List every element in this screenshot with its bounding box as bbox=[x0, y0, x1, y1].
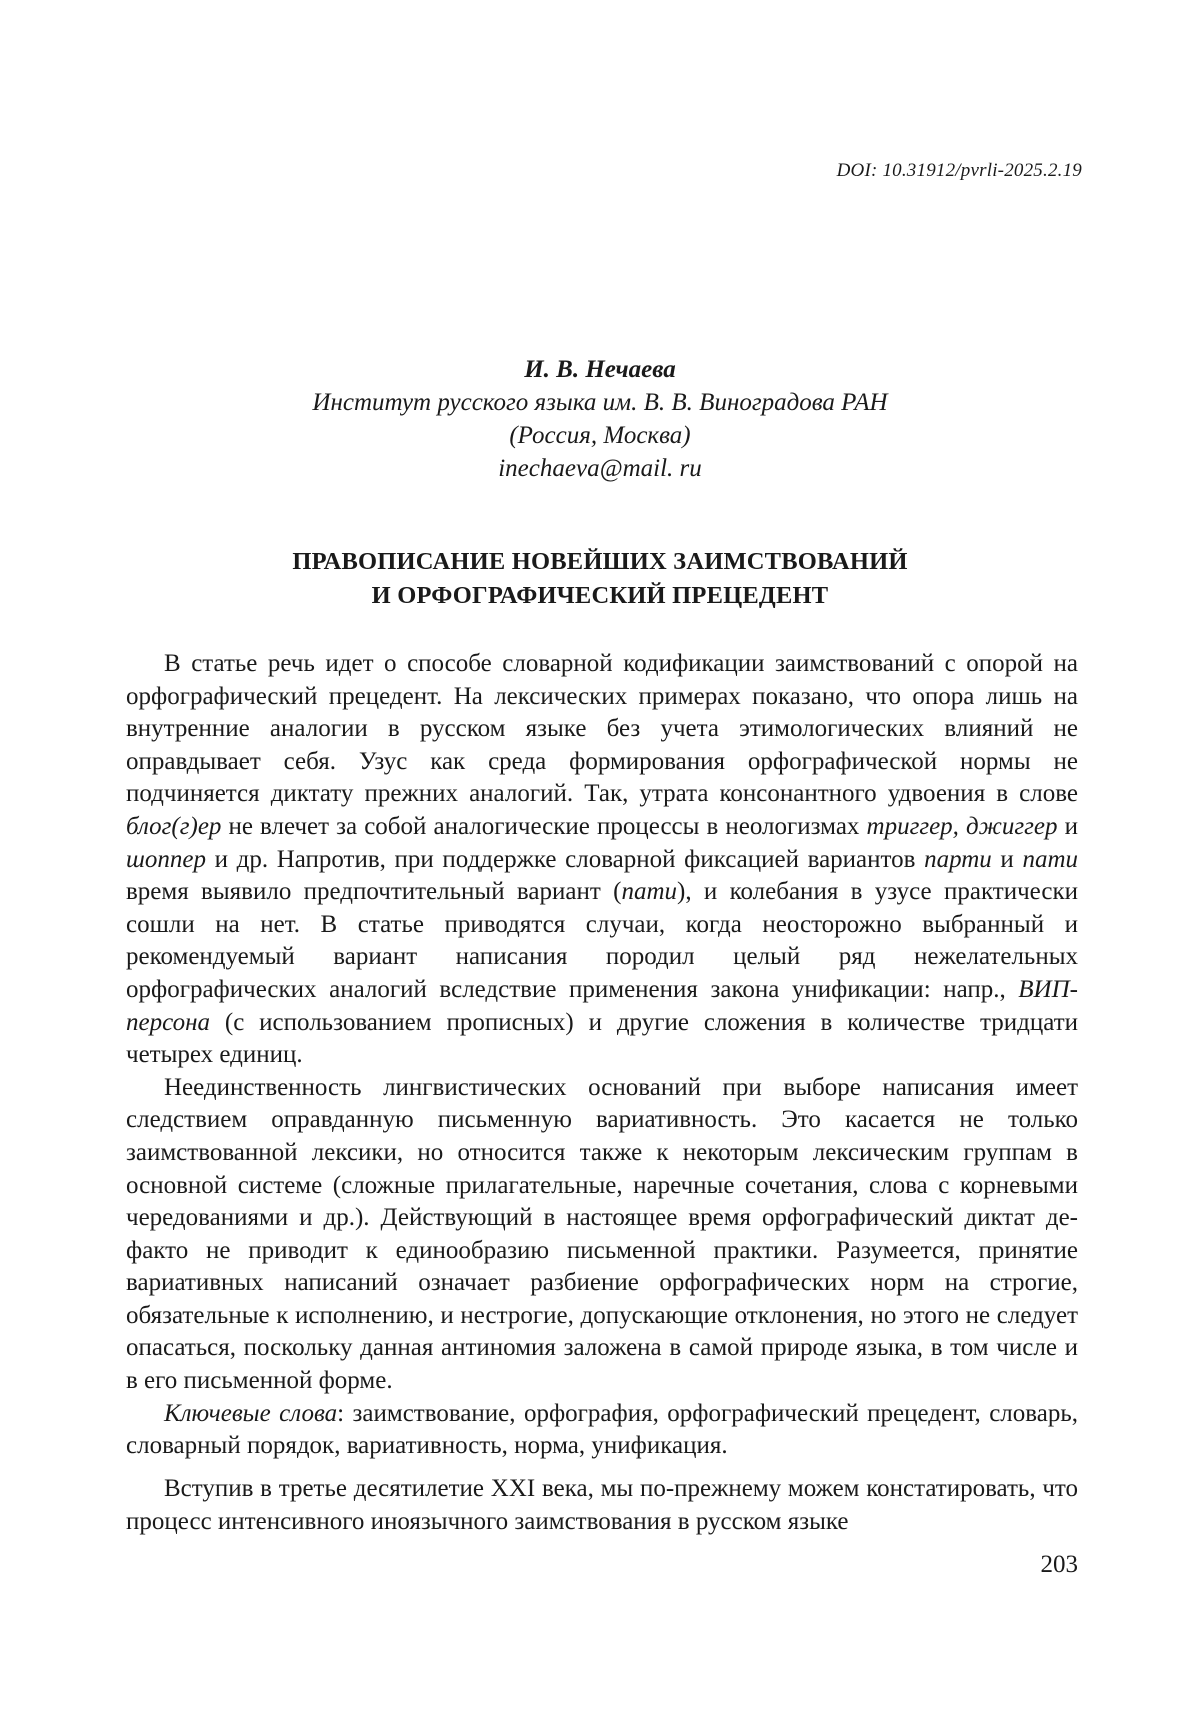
title-line-2: И ОРФОГРАФИЧЕСКИЙ ПРЕЦЕДЕНТ bbox=[371, 582, 829, 609]
example-word: пати bbox=[1022, 845, 1078, 873]
page-number: 203 bbox=[1040, 1551, 1078, 1578]
title-line-1: ПРАВОПИСАНИЕ НОВЕЙШИХ ЗАИМСТВОВАНИЙ bbox=[292, 548, 908, 575]
body-paragraph-1: Вступив в третье десятилетие XXI века, мы по-прежнему можем констатировать, что процесс интенсивного иноязычного заимствования в русском языке bbox=[126, 1475, 1078, 1535]
abstract-text: время выявило предпочтительный вариант ( bbox=[126, 878, 622, 906]
author-location: (Россия, Москва) bbox=[509, 422, 691, 449]
abstract-paragraph-2: Неединственность лингвистических оснований при выборе написания имеет следствием оправданную письменную вариативность. Это касается не только заимствованной лексики, но относится также к некоторым лексическим группам в основной системе (сложные прилагательные, наречные сочетания, слова с корневыми чередованиями и др.). Действующий в настоящее время орфографический диктат де-факто не приводит к единообразию письменной практики. Разумеется, принятие вариативных написаний означает разбиение орфографических норм на строгие, обязательные к исполнению, и нестрогие, допускающие отклонения, но этого не следует опасаться, поскольку данная антиномия заложена в самой природе языка, в том числе и в его письменной форме. bbox=[126, 1073, 1078, 1395]
abstract-text: и bbox=[991, 845, 1023, 873]
example-word: ВИП-персона bbox=[126, 975, 1078, 1036]
keywords bbox=[126, 1398, 1078, 1463]
abstract-text: ), и колебания в узусе практически сошли на нет. В статье приводятся случаи, когда неосторожно выбранный и рекомендуемый вариант написания породил целый ряд нежелательных орфографических аналогий вследствие применения закона унификации: напр., bbox=[126, 878, 1078, 1003]
body-text bbox=[126, 1473, 1078, 1538]
abstract-paragraph-1 bbox=[126, 648, 1078, 1072]
author-block bbox=[0, 353, 1200, 485]
abstract-text: и др. Напротив, при поддержке словарной фиксацией вариантов bbox=[205, 845, 925, 873]
example-word: пати bbox=[621, 878, 677, 906]
abstract-text: В статье речь идет о способе словарной кодификации заимствований с опорой на орфографический прецедент. На лексических примерах показано, что опора лишь на внутренние аналогии в русском языке без учета этимологических влияний не оправдывает себя. Узус как среда формирования орфографической нормы не подчиняется диктату прежних аналогий. Так, утрата консонантного удвоения в слове bbox=[126, 650, 1078, 808]
abstract-text: и bbox=[1057, 812, 1078, 840]
abstract bbox=[126, 648, 1078, 1463]
article-title bbox=[0, 545, 1200, 613]
doi-header: DOI: 10.31912/pvrli-2025.2.19 bbox=[836, 160, 1082, 181]
abstract-text: не влечет за собой аналогические процессы в неологизмах bbox=[221, 812, 867, 840]
example-word: шоппер bbox=[126, 845, 206, 873]
author-email: inechaeva@mail. ru bbox=[498, 455, 702, 482]
keywords-label: Ключевые слова bbox=[164, 1399, 338, 1427]
example-word: блог(г)ер bbox=[126, 812, 222, 840]
keywords-list: : заимствование, орфография, орфографический прецедент, словарь, словарный порядок, вариативность, норма, унификация. bbox=[126, 1399, 1078, 1460]
author-institution: Институт русского языка им. В. В. Виноградова РАН bbox=[312, 389, 888, 416]
example-word: парти bbox=[924, 845, 992, 873]
abstract-text: (с использованием прописных) и другие сложения в количестве тридцати четырех единиц. bbox=[126, 1008, 1078, 1069]
author-name: И. В. Нечаева bbox=[524, 356, 676, 383]
example-word: триггер, джиггер bbox=[866, 812, 1058, 840]
